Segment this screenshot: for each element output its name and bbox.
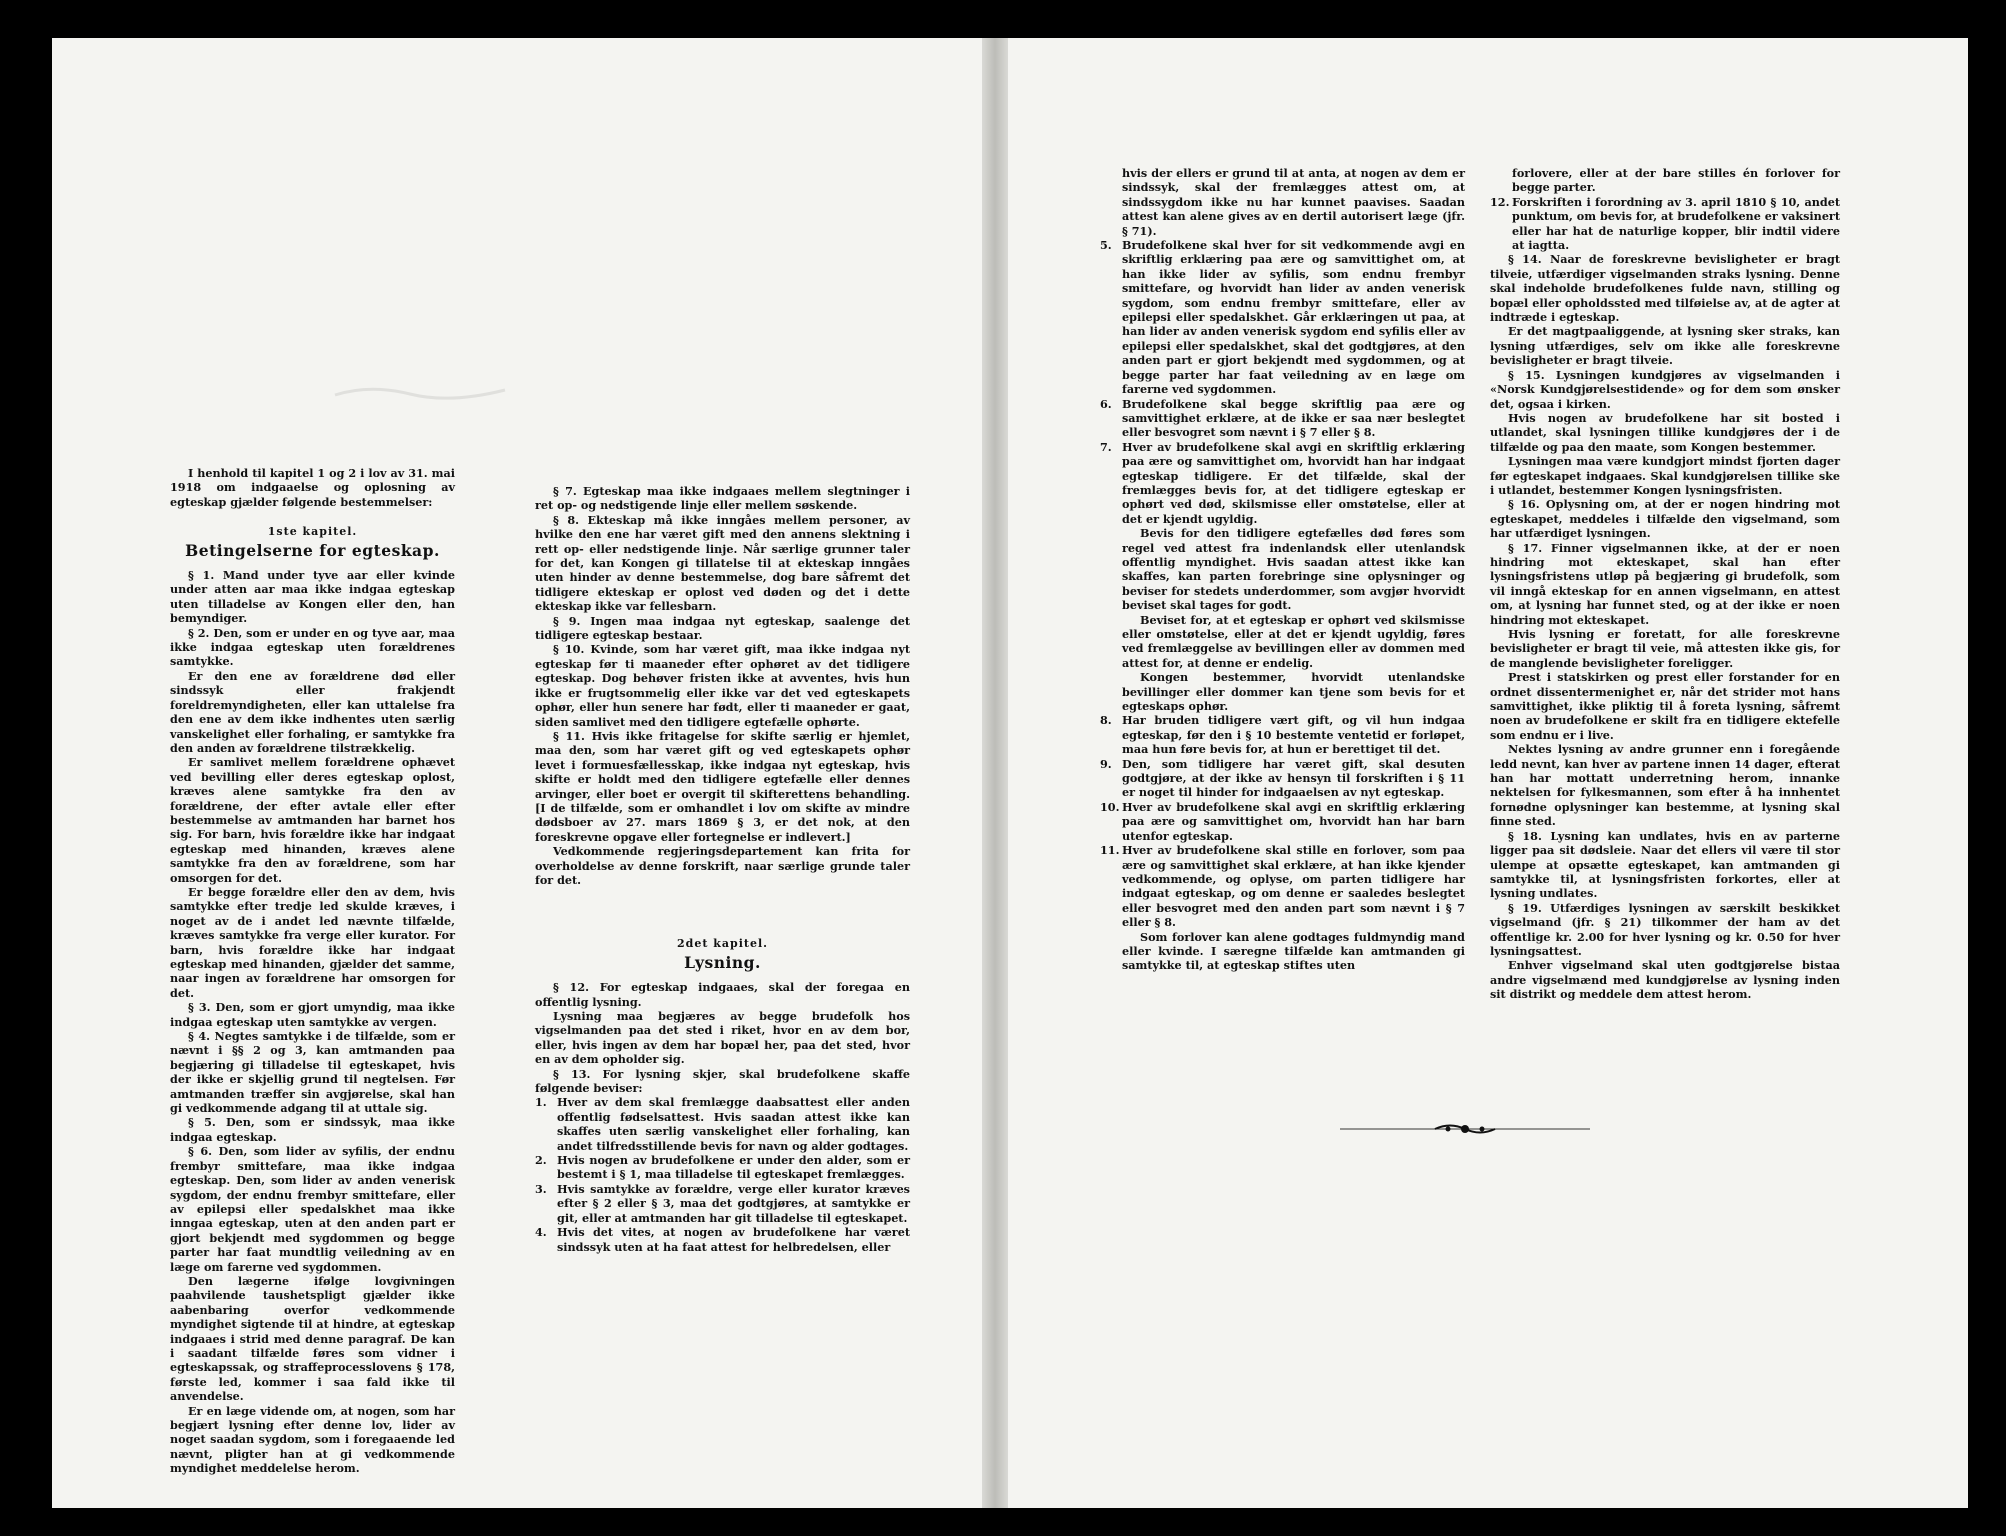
paragraph: Lysning maa begjæres av begge brudefolk hos vigselmanden paa det sted i riket, hvor en av dem bor, eller, hvis ingen av dem har bopæl her, paa det sted, hvor en av dem opholder sig. [535,1009,910,1067]
list-item: 5. Brudefolkene skal hver for sit vedkommende avgi en skriftlig erklæring paa ære og samvittighet om, at han ikke lider av syfilis, som endnu frembyr smittefare, og hvorvidt han lider av anden venerisk sygdom, som endnu frembyr smittefare, eller av epilepsi eller spedalskhet. Går erklæringen ut paa, at han lider av anden venerisk sygdom end syfilis eller av epilepsi eller spedalskhet, skal det godtgjøres, at den anden part er gjort bekjendt med sygdommen, og at begge parter har faat veiledning av en læge om farerne ved sygdommen. [1100,238,1465,397]
paragraph: forlovere, eller at der bare stilles én forlover for begge parter. [1512,166,1840,195]
paragraph: § 4. Negtes samtykke i de tilfælde, som er nævnt i §§ 2 og 3, kan amtmanden paa begjæring gi tilladelse til egteskapet, hvis der ikke er skjellig grund til negtelsen. Før amtmanden træffer sin avgjørelse, skal han gi vedkommende adgang til at uttale sig. [170,1029,455,1116]
paragraph: § 13. For lysning skjer, skal brudefolkene skaffe følgende beviser: [535,1066,910,1096]
paragraph: § 16. Oplysning om, at der er nogen hindring mot egteskapet, meddeles i tilfælde den vigselmand, som har utfærdiget lysningen. [1490,497,1840,541]
chapter-2-label: 2det kapitel. [677,937,768,951]
chapter-1-label: 1ste kapitel. [267,525,358,539]
paragraph: § 3. Den, som er gjort umyndig, maa ikke indgaa egteskap uten samtykke av vergen. [170,1000,455,1029]
paragraph: § 15. Lysningen kundgjøres av vigselmanden i «Norsk Kundgjørelsestidende» og for dem som ønsker det, ogsaa i kirken. [1490,367,1840,411]
paragraph: Er det magtpaaliggende, at lysning sker straks, kan lysning utfærdiges, selv om ikke alle foreskrevne bevisligheter er bragt tilveie. [1490,324,1840,368]
paragraph: § 11. Hvis ikke fritagelse for skifte særlig er hjemlet, maa den, som har været gift og ved egteskapets ophør levet i formuesfællesskap, ikke indgaa nyt egteskap, hvis skifte er holdt med den tidligere egtefælle eller dennes arvinger, eller boet er overgit til skifterettens behandling. [I de tilfælde, som er omhandlet i lov om skifte av mindre dødsboer av 27. mars 1869 § 3, er det nok, at den foreskrevne opgave eller fortegnelse er indlevert.] [535,728,910,844]
list-item: 3. Hvis samtykke av forældre, verge eller kurator kræves efter § 2 eller § 3, maa det godtgjøres, at samtykke er git, eller at amtmanden har git tilladelse til egteskapet. [535,1181,910,1225]
list-item: 7. Hver av brudefolkene skal avgi en skriftlig erklæring paa ære og samvittighet om, hvorvidt han har indgaat egteskap tidligere. Er det tilfælde, skal der fremlægges bevis for, at det tidligere egteskap er ophørt ved død, skilsmisse eller omstøtelse, eller at det er kjendt ugyldig. [1100,439,1465,526]
paragraph: § 14. Naar de foreskrevne bevisligheter er bragt tilveie, utfærdiger vigselmanden straks lysning. Denne skal indeholde brudefolkenes fulde navn, stilling og bopæl eller opholdssted med tilføielse av, at de agter at indtræde i egteskap. [1490,252,1840,325]
list-item: 8. Har bruden tidligere vært gift, og vil hun indgaa egteskap, før den i § 10 bestemte ventetid er forløpet, maa hun føre bevis for, at hun er berettiget til det. [1100,713,1465,757]
list-item: 11. Hver av brudefolkene skal stille en forlover, som paa ære og samvittighet skal erklære, at han ikke kjender vedkommende, og oplyse, om parten tidligere har indgaat egteskap, og om denne er saaledes beslegtet eller besvogret med den anden part som nævnt i § 7 eller § 8. [1100,843,1465,930]
paragraph: Beviset for, at et egteskap er ophørt ved skilsmisse eller omstøtelse, eller at det er kjendt ugyldig, føres ved fremlæggelse av bevillingen eller av dommen med attest for, at denne er endelig. [1122,612,1465,670]
paragraph: § 1. Mand under tyve aar eller kvinde under atten aar maa ikke indgaa egteskap uten tilladelse av Kongen eller den, han bemyndiger. [170,568,455,626]
chapter-2-title: Lysning. [684,952,761,972]
paragraph: Kongen bestemmer, hvorvidt utenlandske bevillinger eller dommer kan tjene som bevis for et egteskaps ophør. [1122,670,1465,714]
paragraph: § 2. Den, som er under en og tyve aar, maa ikke indgaa egteskap uten forældrenes samtykke. [170,625,455,669]
list-item: 4. Hvis det vites, at nogen av brudefolkene har været sindssyk uten at ha faat attest for helbredelsen, eller [535,1225,910,1254]
paragraph: § 10. Kvinde, som har været gift, maa ikke indgaa nyt egteskap før ti maaneder efter ophøret av det tidligere egteskap. Dog behøver fristen ikke at avventes, hvis hun ikke er frugtsommelig eller ikke var det ved egteskapets ophør, eller hun senere har født, eller ti maaneder er gaat, siden samlivet med den tidligere egtefælle ophørte. [535,642,910,729]
paragraph: Vedkommende regjeringsdepartement kan frita for overholdelse av denne forskrift, naar særlige grunde taler for det. [535,844,910,887]
page-gutter [982,38,1008,1508]
chapter-1-title: Betingelserne for egteskap. [185,540,440,560]
paragraph: Hvis nogen av brudefolkene har sit bosted i utlandet, skal lysningen tillike kundgjøres der i de tilfælde og paa den maate, som Kongen bestemmer. [1490,410,1840,454]
paragraph: hvis der ellers er grund til at anta, at nogen av dem er sindssyk, skal der fremlægges attest om, at sindssygdom ikke nu har kunnet paavises. Saadan attest kan alene gives av en dertil autorisert læge (jfr. § 71). [1122,166,1465,238]
list-item: 9. Den, som tidligere har været gift, skal desuten godtgjøre, at der ikke av hensyn til forskriften i § 11 er noget til hinder for indgaaelsen av nyt egteskap. [1100,756,1465,800]
paragraph: Den lægerne ifølge lovgivningen paahvilende taushetspligt gjælder ikke aabenbaring overfor vedkommende myndighet sigtende til at hindre, at egteskap indgaaes i strid med denne paragraf. De kan i saadant tilfælde føres som vidner i egteskapssak, og straffeprocesslovens § 178, første led, kommer i saa fald ikke til anvendelse. [170,1273,455,1404]
column-3 [1100,166,1465,973]
paragraph: § 9. Ingen maa indgaa nyt egteskap, saalenge det tidligere egteskap bestaar. [535,613,910,643]
paragraph: Er en læge vidende om, at nogen, som har begjært lysning efter denne lov, lider av noget saadan sygdom, som i foregaaende led nævnt, pligter han at gi vedkommende myndighet meddelelse herom. [170,1403,455,1476]
paragraph: § 17. Finner vigselmannen ikke, at der er noen hindring mot ekteskapet, skal han efter lysningsfristens utløp på begjæring gi brudefolk, som vil inngå ekteskap for en annen vigselmann, en attest om, at lysning har funnet sted, og at der ikke er noen hindring mot ekteskapet. [1490,540,1840,627]
paragraph: Prest i statskirken og prest eller forstander for en ordnet dissentermenighet er, når det strider mot hans samvittighet, ikke pliktig til å foreta lysning, såfremt noen av brudefolkene er skilt fra en tidligere ektefelle som endnu er i live. [1490,670,1840,742]
list-item: 12. Forskriften i forordning av 3. april 1810 § 10, andet punktum, om bevis for, at brudefolkene er vaksinert eller har hat de naturlige kopper, blir indtil videre at iagtta. [1490,194,1840,253]
column-1 [170,466,455,1476]
end-ornament [1340,1122,1590,1136]
paragraph: § 6. Den, som lider av syfilis, der endnu frembyr smittefare, maa ikke indgaa egteskap. Den, som lider av anden venerisk sygdom, der endnu frembyr smittefare, eller av epilepsi eller spedalskhet maa ikke inngaa egteskap, uten at den anden part er gjort bekjendt med sygdommen og begge parter har faat mundtlig veiledning av en læge om farerne ved sygdommen. [170,1144,455,1274]
paragraph: Er samlivet mellem forældrene ophævet ved bevilling eller deres egteskap oplost, kræves alene samtykke fra den av forældrene, der efter avtale eller efter bestemmelse av amtmanden har barnet hos sig. For barn, hvis forældre ikke har indgaat egteskap med hinanden, kræves alene samtykke fra den av forældrene, som har omsorgen for det. [170,755,455,885]
paragraph: § 5. Den, som er sindssyk, maa ikke indgaa egteskap. [170,1115,455,1144]
paragraph: § 7. Egteskap maa ikke indgaaes mellem slegtninger i ret op- og nedstigende linje eller mellem søskende. [535,484,910,513]
column-4 [1490,166,1840,1002]
paragraph: Er begge forældre eller den av dem, hvis samtykke efter tredje led skulde kræves, i noget av de i andet led nævnte tilfælde, kræves samtykke fra verge eller kurator. For barn, hvis forældre ikke har indgaat egteskap med hinanden, gjælder det samme, naar ingen av forældrene har omsorgen for det. [170,884,455,1000]
paragraph: Nektes lysning av andre grunner enn i foregående ledd nevnt, kan hver av partene innen 14 dager, efterat han har mottatt underretning herom, innanke nektelsen for fylkesmannen, som efter å ha innhentet fornødne oplysninger kan bestemme, at lysning skal finne sted. [1490,742,1840,829]
list-item: 10. Hver av brudefolkene skal avgi en skriftlig erklæring paa ære og samvittighet om, hvorvidt han har barn utenfor egteskap. [1100,799,1465,843]
paragraph: Lysningen maa være kundgjort mindst fjorten dager før egteskapet indgaaes. Skal kundgjørelsen tillike ske i utlandet, bestemmer Kongen lysningsfristen. [1490,454,1840,497]
paragraph: Bevis for den tidligere egtefælles død føres som regel ved attest fra indenlandsk eller utenlandsk offentlig myndighet. Hvis saadan attest ikke kan skaffes, kan parten forebringe sine oplysninger og beviser for stedets underdommer, som avgjør hvorvidt beviset skal tages for godt. [1122,526,1465,613]
list-item: 1. Hver av dem skal fremlægge daabsattest eller anden offentlig fødselsattest. Hvis saadan attest ikke kan skaffes uten særlig vanskelighet eller forhaling, kan andet tilfredsstillende bevis for navn og alder godtages. [535,1095,910,1153]
intro-paragraph: I henhold til kapitel 1 og 2 i lov av 31. mai 1918 om indgaaelse og oplosning av egteskap gjælder følgende bestemmelser: [170,466,455,509]
paragraph: Som forlover kan alene godtages fuldmyndig mand eller kvinde. I særegne tilfælde kan amtmanden gi samtykke til, at egteskap stiftes uten [1122,929,1465,973]
paragraph: § 12. For egteskap indgaaes, skal der foregaa en offentlig lysning. [535,980,910,1009]
paragraph: § 18. Lysning kan undlates, hvis en av parterne ligger paa sit dødsleie. Naar det ellers vil være til stor ulempe at opsætte egteskapet, kan amtmanden gi samtykke til, at lysningsfristen forkortes, eller at lysning undlates. [1490,828,1840,901]
column-2 [535,484,910,1254]
list-item: 6. Brudefolkene skal begge skriftlig paa ære og samvittighet erklære, at de ikke er saa nær beslegtet eller besvogret som nævnt i § 7 eller § 8. [1100,396,1465,440]
paragraph: Hvis lysning er foretatt, for alle foreskrevne bevisligheter er bragt til veie, må attesten ikke gis, for de manglende bevisligheter foreligger. [1490,627,1840,670]
paragraph: Enhver vigselmand skal uten godtgjørelse bistaa andre vigselmænd med kundgjørelse av lysning inden sit distrikt og meddele dem attest herom. [1490,958,1840,1002]
faint-show-through-mark [330,380,510,402]
paragraph: Er den ene av forældrene død eller sindssyk eller frakjendt foreldremyndigheten, eller kan uttalelse fra den ene av dem ikke indhentes uten særlig vanskelighet eller forhaling, er samtykke fra den anden av forældrene tilstrækkelig. [170,668,455,755]
list-item: 2. Hvis nogen av brudefolkene er under den alder, som er bestemt i § 1, maa tilladelse til egteskapet fremlægges. [535,1153,910,1182]
paragraph: § 19. Utfærdiges lysningen av særskilt beskikket vigselmand (jfr. § 21) tilkommer der ham av det offentlige kr. 2.00 for hver lysning og kr. 0.50 for hver lysningsattest. [1490,900,1840,958]
paragraph: § 8. Ekteskap må ikke inngåes mellem personer, av hvilke den ene har været gift med den annens slektning i rett op- eller nedstigende linje. Når særlige grunner taler for det, kan Kongen gi tillatelse til at ekteskap inngåes uten hinder av denne bestemmelse, dog bare såfremt det tidligere ekteskap er oplost ved døden og det i dette ekteskap ikke var fellesbarn. [535,512,910,614]
